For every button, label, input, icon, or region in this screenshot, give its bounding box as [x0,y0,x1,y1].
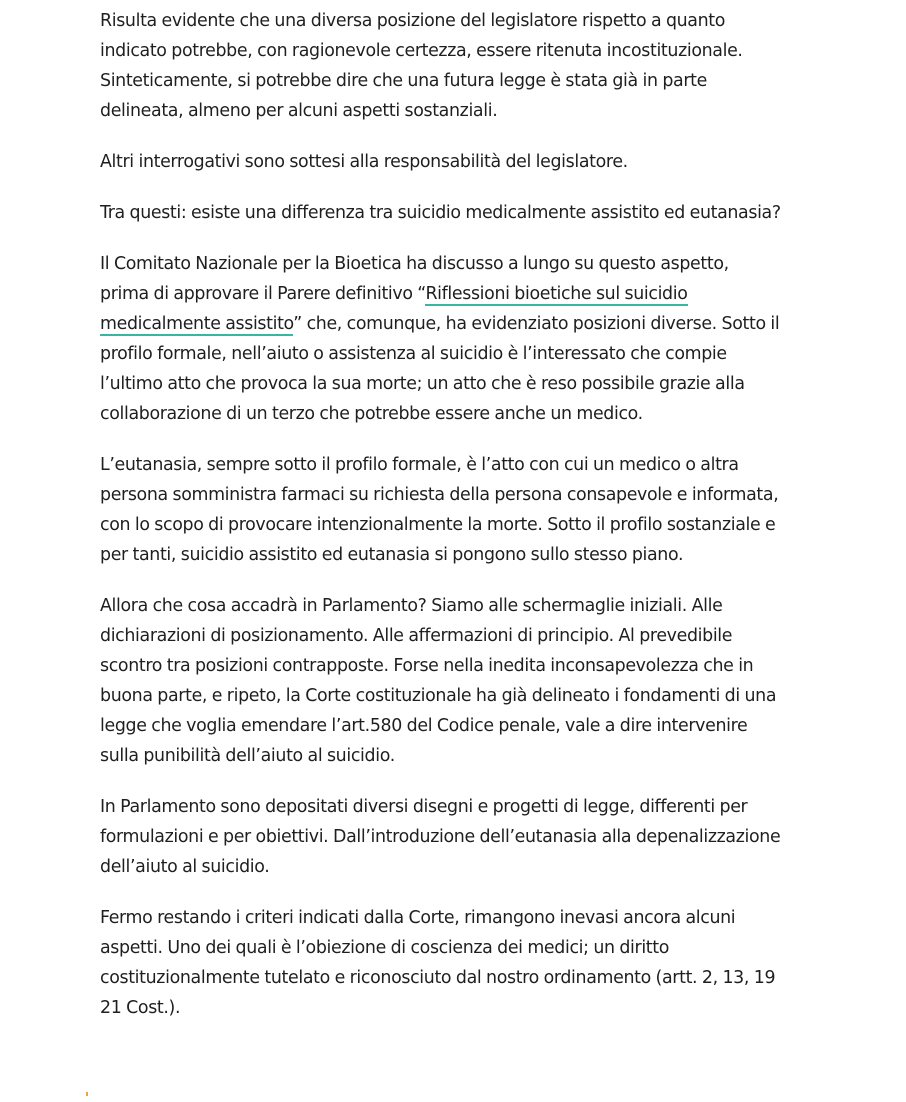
paragraph-4-lead: Il Comitato Nazionale per la Bioetica ha discusso a lungo su questo aspetto, prima di approvare il Parere definitivo “ [100,254,729,304]
paragraph-4 [100,249,782,429]
paragraph-3: Tra questi: esiste una differenza tra suicidio medicalmente assistito ed eutanasia? [100,203,781,223]
paragraph-7: In Parlamento sono depositati diversi disegni e progetti di legge, differenti per formulazioni e per obiettivi. Dall’introduzione dell’eutanasia alla depenalizzazione dell’aiuto al suicidio. [100,797,781,877]
paragraph-1: Risulta evidente che una diversa posizione del legislatore rispetto a quanto indicato potrebbe, con ragionevole certezza, essere ritenuta incostituzionale. Sinteticamente, si potrebbe dire che una futura legge è stata già in parte delineata, almeno per alcuni aspetti sostanziali. [100,11,743,121]
orange-marker [86,1092,88,1096]
paragraph-4-tail: ” che, comunque, ha evidenziato posizioni diverse. Sotto il profilo formale, nell’aiuto o assistenza al suicidio è l’interessato che compie l’ultimo atto che provoca la sua morte; un atto che è reso possibile grazie alla collaborazione di un terzo che potrebbe essere anche un medico. [100,314,780,424]
article-body [100,6,782,1044]
paragraph-6: Allora che cosa accadrà in Parlamento? Siamo alle schermaglie iniziali. Alle dichiarazioni di posizionamento. Alle affermazioni di principio. Al prevedibile scontro tra posizioni contrapposte. Forse nella inedita inconsapevolezza che in buona parte, e ripeto, la Corte costituzionale ha già delineato i fondamenti di una legge che voglia emendare l’art.580 del Codice penale, vale a dire intervenire sulla punibilità dell’aiuto al suicidio. [100,596,777,766]
paragraph-8: Fermo restando i criteri indicati dalla Corte, rimangono inevasi ancora alcuni aspetti. Uno dei quali è l’obiezione di coscienza dei medici; un diritto costituzionalmente tutelato e riconosciuto dal nostro ordinamento (artt. 2, 13, 19 21 Cost.). [100,908,776,1018]
paragraph-2: Altri interrogativi sono sottesi alla responsabilità del legislatore. [100,152,628,172]
paragraph-5: L’eutanasia, sempre sotto il profilo formale, è l’atto con cui un medico o altra persona somministra farmaci su richiesta della persona consapevole e informata, con lo scopo di provocare intenzionalmente la morte. Sotto il profilo sostanziale e per tanti, suicidio assistito ed eutanasia si pongono sullo stesso piano. [100,455,779,565]
cnb-opinion-link[interactable]: Riflessioni bioetiche sul suicidio medicalmente assistito [100,284,688,334]
